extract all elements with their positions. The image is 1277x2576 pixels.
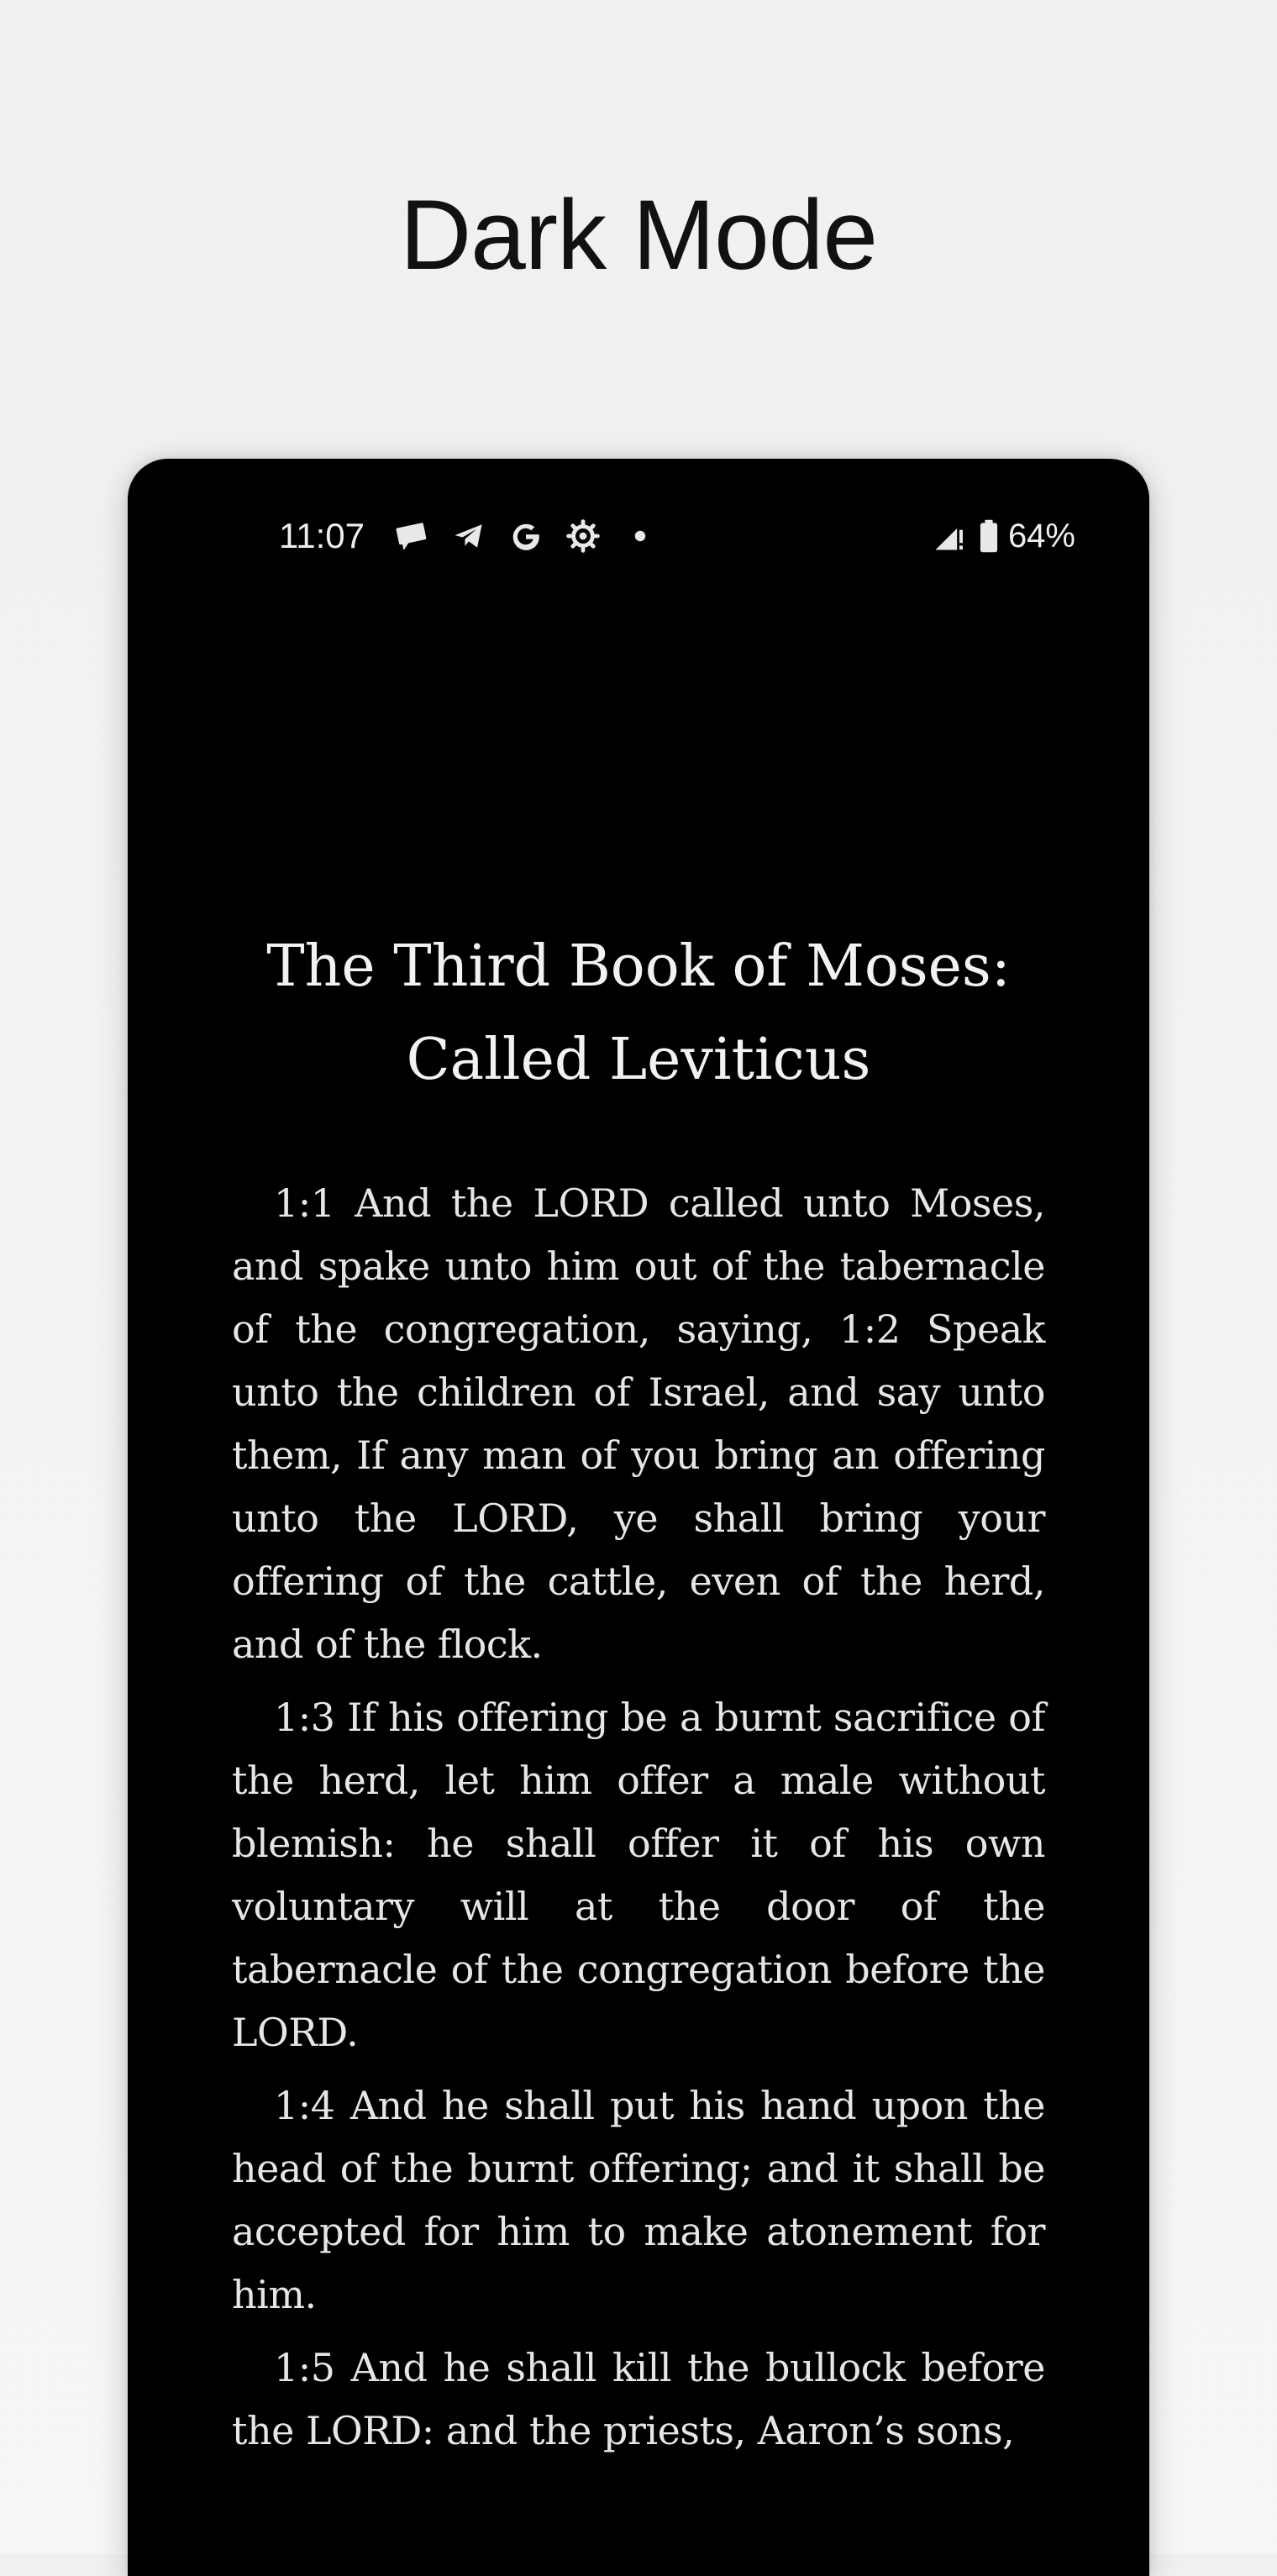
status-bar — [128, 513, 1149, 560]
google-icon — [507, 518, 544, 555]
battery-icon — [976, 518, 1001, 555]
dot-icon — [622, 518, 659, 555]
telegram-icon — [450, 518, 487, 555]
status-bar-right — [931, 513, 1075, 560]
status-bar-left — [279, 513, 679, 560]
promo-headline: Dark Mode — [399, 180, 878, 291]
chat-bubble-icon — [393, 518, 430, 555]
verse-paragraph[interactable]: 1:4 And he shall put his hand upon the head of the burnt offering; and it shall be accepted for him to make atonement for him. — [232, 2083, 1045, 2317]
cell-signal-alert-icon — [931, 518, 968, 555]
verse-paragraph[interactable]: 1:5 And he shall kill the bullock before the LORD: and the priests, Aaron’s sons, — [232, 2345, 1045, 2453]
verse-paragraph[interactable]: 1:3 If his offering be a burnt sacrifice of the herd, let him offer a male without blemish: he shall offer it of his own voluntary will at the door of the tabernacle of the congregation before the LORD. — [232, 1695, 1045, 2055]
battery-level-text: 64% — [1007, 517, 1075, 555]
settings-gear-icon — [565, 518, 602, 555]
book-text[interactable] — [232, 1172, 1045, 2473]
book-title: The Third Book of Moses: Called Leviticus — [266, 933, 1011, 1093]
verse-paragraph[interactable]: 1:1 And the LORD called unto Moses, and spake unto him out of the tabernacle of the congregation, saying, 1:2 Speak unto the children of Israel, and say unto them, If any man of you bring an offering unto the LORD, ye shall bring your offering of the cattle, even of the herd, and of the flock. — [232, 1180, 1045, 1667]
status-time: 11:07 — [279, 516, 365, 555]
